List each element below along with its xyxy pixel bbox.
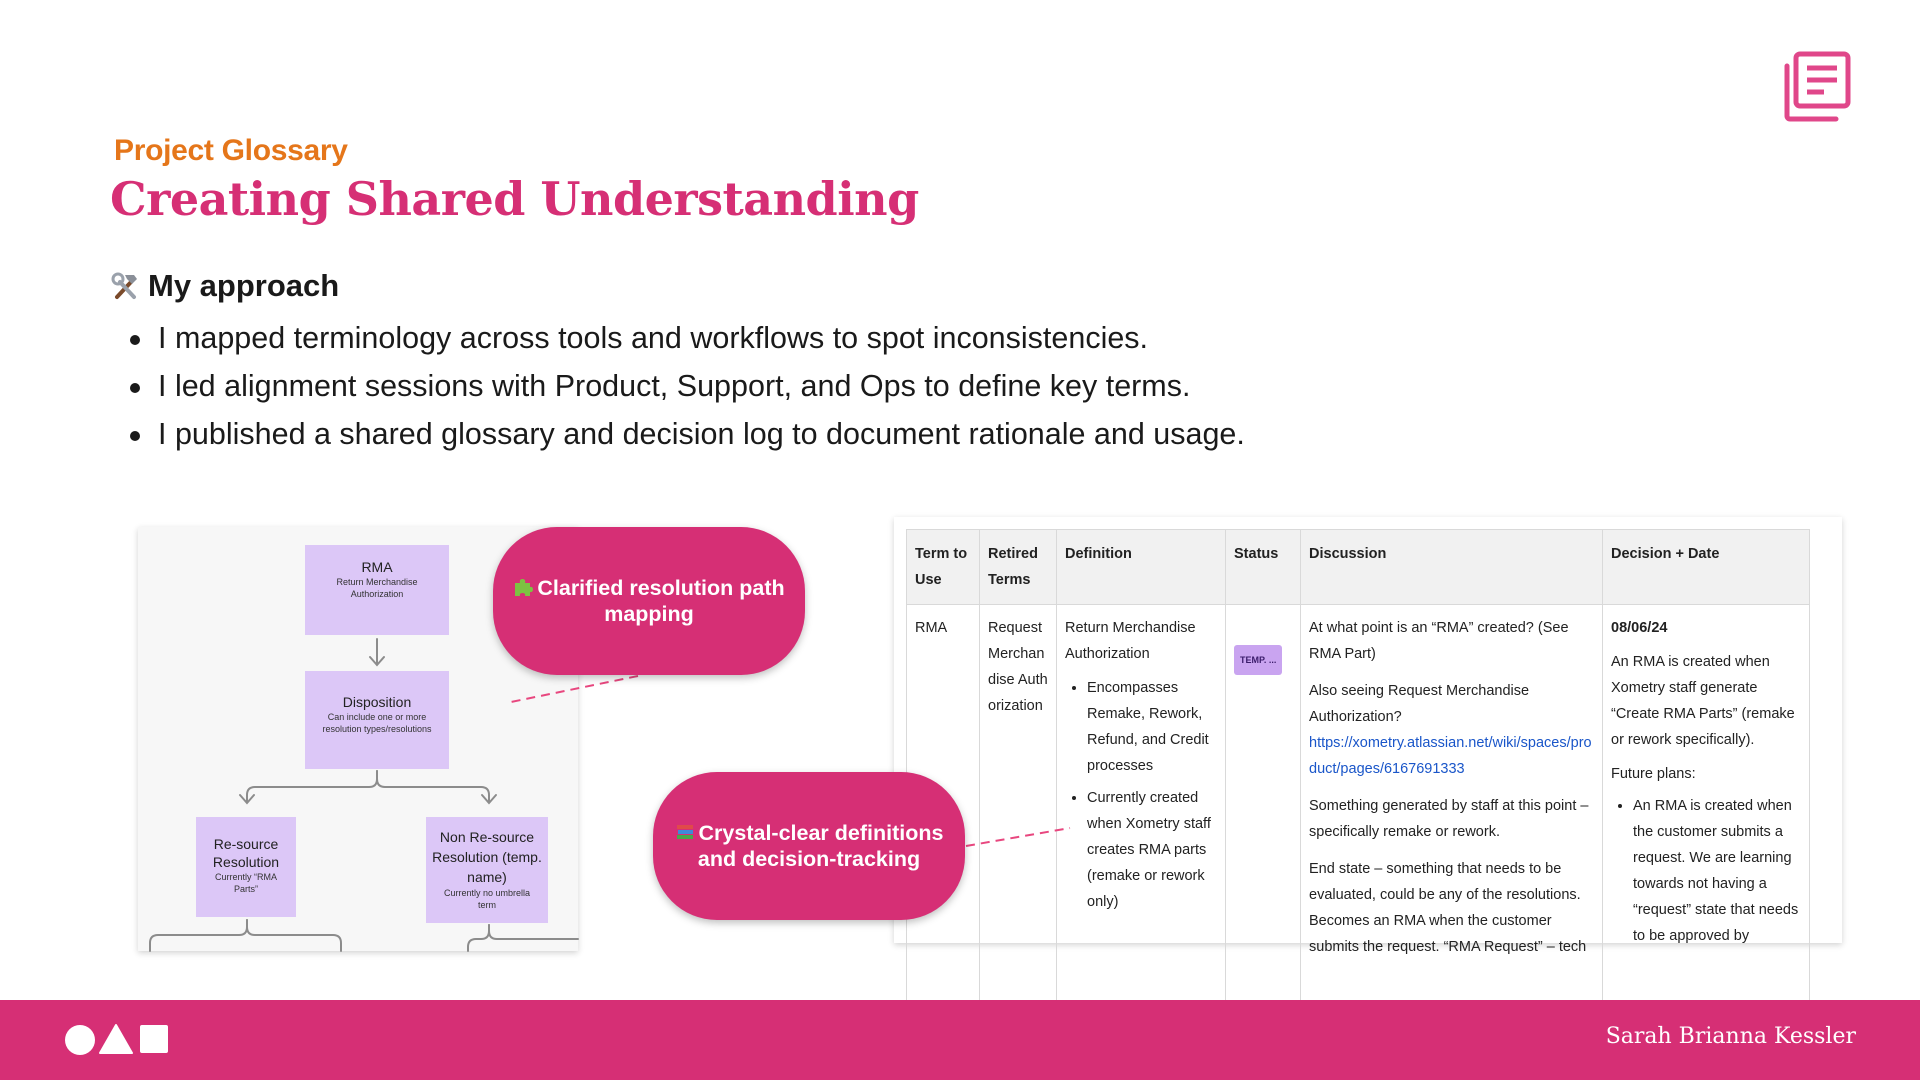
status-badge: TEMP. ... [1234,645,1282,675]
diagram-node-disposition [305,671,449,769]
node-title: Re-source Resolution [212,836,280,870]
approach-bullet: I published a shared glossary and decision log to document rationale and usage. [128,410,1245,458]
column-header: Status [1226,530,1301,605]
column-header: Retired Terms [980,530,1057,605]
callout-definitions [653,772,965,920]
decision-text: An RMA is created when Xometry staff generate “Create RMA Parts” (remake or rework specifically). [1611,654,1795,748]
cell-status [1226,605,1301,1025]
document-list-icon [1782,52,1852,122]
approach-list [128,314,1245,458]
cell-decision [1603,605,1810,1025]
column-header: Definition [1057,530,1226,605]
approach-bullet: I led alignment sessions with Product, Support, and Ops to define key terms. [128,362,1245,410]
discussion-text: At what point is an “RMA” created? (See RMA Part) [1309,620,1569,662]
diagram-node-resource-resolution [196,817,296,917]
diagram-node-rma [305,545,449,635]
decision-future-label: Future plans: [1611,766,1696,782]
node-subtitle: Can include one or more resolution types/resolutions [322,712,432,734]
diagram-node-nonresource-resolution [426,817,548,923]
column-header: Decision + Date [1603,530,1810,605]
discussion-text [1309,678,1594,782]
node-subtitle: Return Merchandise Authorization [336,577,418,599]
cell-term: RMA [907,605,980,1025]
callout-text: Clarified resolution path mapping [537,576,785,626]
definition-bullet: • Currently created when Xometry staff creates RMA parts (remake or rework only) [1087,785,1217,915]
glossary-table-panel [894,517,1842,955]
puzzle-piece-icon [513,577,533,597]
definition-list [1065,675,1217,915]
definition-text: Return Merchandise Authorization [1065,620,1196,662]
cell-retired-terms: Request Merchandise Authorization [980,605,1057,1025]
hammer-wrench-icon [110,270,142,302]
section-eyebrow: Project Glossary [114,134,348,167]
node-subtitle: Currently “RMA Parts” [214,872,277,894]
approach-heading-text: My approach [148,268,340,303]
cell-discussion [1301,605,1603,1025]
cell-definition [1057,605,1226,1025]
column-header: Discussion [1301,530,1603,605]
footer-bar [0,1000,1920,1080]
decision-bullet: • An RMA is created when the customer submits a request. We are learning towards not having a “request” state that needs to be approved by [1633,793,1801,949]
approach-bullet: I mapped terminology across tools and workflows to spot inconsistencies. [128,314,1245,362]
page-title: Creating Shared Understanding [110,172,919,226]
table-header-row [907,530,1810,605]
confluence-link[interactable]: https://xometry.atlassian.net/wiki/spaces/product/pages/6167691333 [1309,735,1592,777]
node-title: RMA [361,559,393,575]
discussion-text: End state – something that needs to be evaluated, could be any of the resolutions. Becomes an RMA when the customer submits the request. “RMA Request” – tech [1309,861,1587,955]
decision-date: 08/06/24 [1611,620,1668,636]
node-title: Non Re-source Resolution (temp. name) [432,829,542,885]
callout-resolution-mapping [493,527,805,675]
column-header: Term to Use [907,530,980,605]
discussion-question: Also seeing Request Merchandise Authorization? [1309,683,1530,725]
node-subtitle: Currently no umbrella term [443,888,531,910]
definition-bullet: • Encompasses Remake, Rework, Refund, and Credit processes [1087,675,1217,779]
circle-triangle-square-icon [64,1022,174,1056]
discussion-text: Something generated by staff at this point – specifically remake or rework. [1309,798,1589,840]
approach-heading [110,268,339,304]
table-row [907,605,1810,1025]
author-name: Sarah Brianna Kessler [1605,1024,1856,1049]
node-title: Disposition [342,694,412,710]
glossary-table [906,529,1810,1025]
callout-text: Crystal-clear definitions and decision-tracking [697,821,944,871]
books-icon [675,822,695,842]
decision-list [1611,793,1801,949]
